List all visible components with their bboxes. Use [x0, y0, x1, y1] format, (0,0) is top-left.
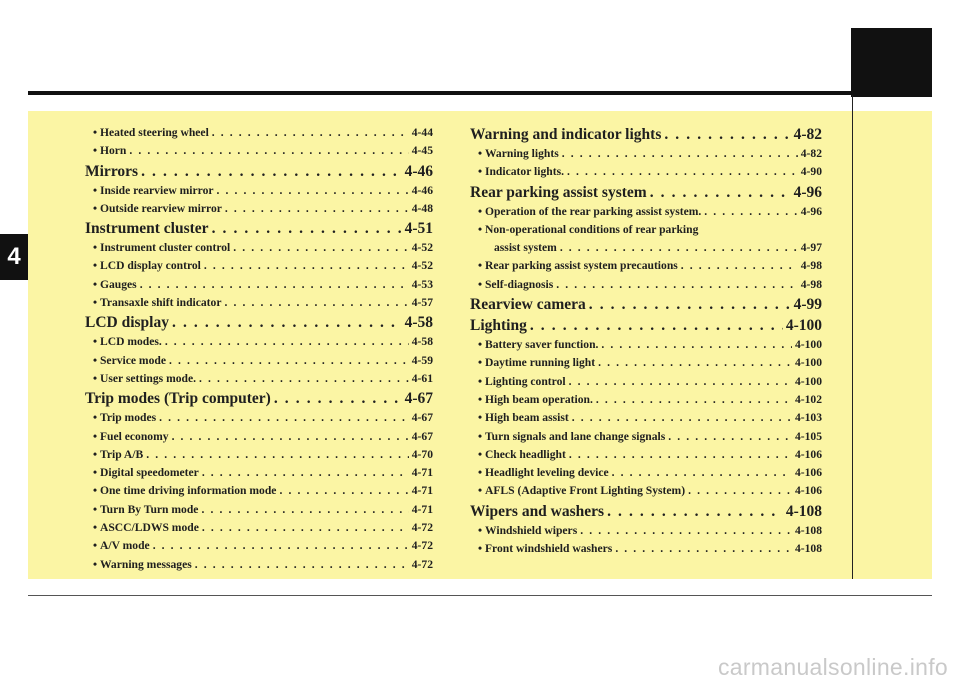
leader-dots	[225, 294, 409, 312]
toc-entry-page: 4-67	[411, 429, 433, 443]
toc-section	[470, 315, 822, 501]
toc-entry[interactable]	[85, 482, 433, 500]
toc-section	[85, 161, 433, 219]
toc-section-title[interactable]	[85, 161, 433, 182]
toc-entry-page: 4-71	[411, 466, 433, 480]
toc-entry-page: 4-48	[411, 201, 433, 215]
toc-entry-label: • Heated steering wheel	[93, 124, 209, 142]
toc-entry-page: 4-108	[794, 523, 822, 537]
toc-entry-page: 4-61	[411, 371, 433, 385]
leader-dots	[169, 352, 409, 370]
toc-entry-page: 4-71	[411, 484, 433, 498]
toc-section-title-page: 4-99	[793, 296, 822, 314]
toc-entry-page: 4-96	[800, 204, 822, 218]
toc-entry-label: • Trip modes	[93, 409, 156, 427]
leader-dots	[650, 182, 791, 203]
toc-entry[interactable]	[85, 294, 433, 312]
toc-entry-label: • High beam assist	[478, 409, 569, 427]
toc-entry-continued-page: 4-97	[800, 241, 822, 255]
toc-section-title[interactable]	[85, 312, 433, 333]
toc-entry[interactable]	[85, 409, 433, 427]
toc-entry[interactable]	[85, 446, 433, 464]
toc-section-title-label: Wipers and washers	[470, 502, 605, 520]
leader-dots	[598, 354, 792, 372]
toc-entry[interactable]	[85, 124, 433, 142]
toc-entry[interactable]	[470, 464, 822, 482]
leader-dots	[607, 501, 783, 522]
bottom-rule	[28, 595, 932, 596]
toc-entry[interactable]	[85, 537, 433, 555]
leader-dots	[172, 312, 402, 333]
toc-section-title-page: 4-51	[404, 220, 433, 238]
toc-section	[85, 124, 433, 161]
leader-dots	[159, 409, 409, 427]
toc-entry-page: 4-102	[794, 392, 822, 406]
leader-dots	[615, 540, 792, 558]
toc-entry-page: 4-108	[794, 542, 822, 556]
toc-section-title-label: Mirrors	[85, 162, 139, 180]
toc-entry[interactable]	[470, 163, 822, 181]
toc-entry-label: • LCD modes.	[93, 333, 162, 351]
leader-dots	[279, 482, 408, 500]
toc-left-column	[85, 124, 433, 574]
leader-dots	[201, 501, 408, 519]
toc-entry-label: • User settings mode.	[93, 370, 196, 388]
toc-section-title-page: 4-82	[793, 126, 822, 143]
toc-entry-label: • Front windshield washers	[478, 540, 612, 558]
toc-entry[interactable]	[85, 556, 433, 574]
toc-entry-page: 4-106	[794, 447, 822, 461]
toc-entry-page: 4-59	[411, 353, 433, 367]
toc-entry-page: 4-106	[794, 466, 822, 480]
leader-dots	[165, 333, 409, 351]
toc-entry-label: • Rear parking assist system precautions	[478, 257, 678, 275]
toc-entry-page: 4-70	[411, 447, 433, 461]
toc-entry-label: • Headlight leveling device	[478, 464, 609, 482]
toc-entry[interactable]	[85, 257, 433, 275]
toc-section-title-label: LCD display	[85, 314, 169, 332]
toc-section-title[interactable]	[470, 124, 822, 145]
toc-entry-label: • A/V mode	[93, 537, 150, 555]
toc-entry-label: • Daytime running light	[478, 354, 595, 372]
leader-dots	[217, 182, 409, 200]
leader-dots	[572, 409, 792, 427]
toc-section-title-label: Rear parking assist system	[470, 183, 647, 201]
toc-entry-page: 4-44	[411, 126, 433, 139]
leader-dots	[704, 203, 797, 221]
toc-section-title[interactable]	[85, 218, 433, 239]
toc-entry[interactable]	[85, 239, 433, 257]
toc-entry-label: • Windshield wipers	[478, 522, 577, 540]
toc-entry[interactable]	[470, 373, 822, 391]
toc-entry-label: • Digital speedometer	[93, 464, 199, 482]
toc-entry[interactable]	[85, 333, 433, 351]
toc-entry-label: • Gauges	[93, 276, 137, 294]
toc-entry[interactable]: • Non-operational conditions of rear parking	[470, 221, 822, 239]
toc-entry-label: • One time driving information mode	[93, 482, 276, 500]
toc-entry-page: 4-106	[794, 484, 822, 498]
toc-entry-label: • Transaxle shift indicator	[93, 294, 222, 312]
toc-section	[470, 124, 822, 182]
toc-entry-label: • Horn	[93, 142, 126, 160]
toc-entry-page: 4-52	[411, 241, 433, 255]
leader-dots	[596, 391, 792, 409]
leader-dots	[233, 239, 408, 257]
toc-entry[interactable]	[85, 428, 433, 446]
toc-entry-page: 4-46	[411, 183, 433, 197]
sidebar-divider	[852, 95, 853, 579]
leader-dots	[556, 276, 797, 294]
chapter-number-tab: 4	[0, 234, 28, 280]
toc-section-title[interactable]	[470, 294, 822, 315]
leader-dots	[274, 388, 402, 409]
leader-dots	[569, 446, 792, 464]
toc-section-title[interactable]	[470, 182, 822, 203]
toc-entry[interactable]	[470, 145, 822, 163]
toc-section-title[interactable]	[470, 501, 822, 522]
toc-entry[interactable]	[85, 352, 433, 370]
toc-entry-label: • Warning lights	[478, 145, 559, 163]
toc-section-title-label: Instrument cluster	[85, 220, 209, 238]
toc-entry-page: 4-98	[800, 259, 822, 273]
leader-dots	[212, 218, 402, 239]
toc-right-column	[470, 124, 822, 558]
toc-entry[interactable]	[470, 203, 822, 221]
toc-section-title-page: 4-46	[404, 162, 433, 180]
toc-section	[85, 388, 433, 574]
toc-entry[interactable]	[85, 182, 433, 200]
leader-dots	[141, 161, 402, 182]
toc-section-title-page: 4-96	[793, 183, 822, 201]
toc-entry[interactable]	[85, 142, 433, 160]
leader-dots	[195, 556, 409, 574]
toc-entry[interactable]	[470, 391, 822, 409]
toc-entry-label: • ASCC/LDWS mode	[93, 519, 199, 537]
toc-entry[interactable]	[85, 370, 433, 388]
toc-entry-page: 4-72	[411, 539, 433, 553]
toc-entry-label: • Service mode	[93, 352, 166, 370]
leader-dots	[688, 482, 792, 500]
toc-entry-page: 4-58	[411, 335, 433, 349]
toc-entry-page: 4-52	[411, 259, 433, 273]
toc-entry[interactable]	[85, 501, 433, 519]
toc-entry-page: 4-72	[411, 521, 433, 535]
leader-dots	[153, 537, 409, 555]
toc-entry[interactable]	[470, 482, 822, 500]
toc-entry[interactable]	[470, 522, 822, 540]
toc-entry-page: 4-103	[794, 411, 822, 425]
leader-dots	[569, 373, 792, 391]
leader-dots	[580, 522, 792, 540]
toc-entry-label: • Instrument cluster control	[93, 239, 230, 257]
toc-entry-label: • Battery saver function.	[478, 336, 598, 354]
toc-entry-label: • Fuel economy	[93, 428, 169, 446]
toc-entry-page: 4-71	[411, 502, 433, 516]
leader-dots	[202, 519, 409, 537]
leader-dots	[140, 276, 409, 294]
toc-entry[interactable]	[470, 428, 822, 446]
toc-entry-continued[interactable]	[470, 239, 822, 257]
leader-dots	[601, 336, 792, 354]
leader-dots	[560, 239, 798, 257]
leader-dots	[681, 257, 798, 275]
chapter-header-tab	[851, 28, 932, 97]
toc-entry-label: • Inside rearview mirror	[93, 182, 214, 200]
toc-entry-label: • Check headlight	[478, 446, 566, 464]
toc-section-title-page: 4-58	[404, 314, 433, 332]
toc-entry[interactable]	[470, 336, 822, 354]
leader-dots	[562, 145, 798, 163]
leader-dots	[199, 370, 409, 388]
toc-section-title-page: 4-67	[404, 390, 433, 408]
leader-dots	[172, 428, 409, 446]
toc-section	[85, 218, 433, 312]
toc-entry-label: • Indicator lights.	[478, 163, 564, 181]
toc-entry-label: • LCD display control	[93, 257, 201, 275]
leader-dots	[612, 464, 792, 482]
toc-entry[interactable]	[470, 540, 822, 558]
toc-entry[interactable]	[85, 519, 433, 537]
leader-dots	[668, 428, 792, 446]
toc-entry[interactable]	[85, 276, 433, 294]
toc-section-title-label: Lighting	[470, 317, 527, 335]
toc-section-title-label: Warning and indicator lights	[470, 126, 662, 143]
toc-section-title-page: 4-108	[785, 502, 822, 520]
toc-entry[interactable]	[470, 276, 822, 294]
toc-section-title-label: Trip modes (Trip computer)	[85, 390, 271, 408]
toc-section-title[interactable]	[470, 315, 822, 336]
toc-section	[85, 312, 433, 388]
toc-entry-page: 4-100	[794, 374, 822, 388]
toc-entry[interactable]	[470, 257, 822, 275]
leader-dots	[204, 257, 409, 275]
toc-section-title-page: 4-100	[785, 317, 822, 335]
leader-dots	[146, 446, 408, 464]
toc-entry-label: • Turn signals and lane change signals	[478, 428, 665, 446]
toc-section	[470, 182, 822, 294]
toc-section-title[interactable]	[85, 388, 433, 409]
toc-entry-label: • Turn By Turn mode	[93, 501, 198, 519]
toc-section-title-label: Rearview camera	[470, 296, 586, 314]
toc-entry-label: • Lighting control	[478, 373, 566, 391]
toc-entry[interactable]	[470, 409, 822, 427]
toc-entry[interactable]	[85, 200, 433, 218]
toc-entry-continued-label: assist system	[494, 241, 557, 255]
toc-entry-label: • Self-diagnosis	[478, 276, 553, 294]
top-rule	[28, 91, 932, 95]
toc-entry-label: • AFLS (Adaptive Front Lighting System)	[478, 482, 685, 500]
toc-entry-label: • Warning messages	[93, 556, 192, 574]
toc-entry-page: 4-67	[411, 411, 433, 425]
toc-entry-page: 4-72	[411, 557, 433, 571]
toc-entry-label: • Outside rearview mirror	[93, 200, 222, 218]
leader-dots	[530, 315, 783, 336]
leader-dots	[664, 124, 790, 145]
leader-dots	[212, 124, 409, 142]
leader-dots	[202, 464, 409, 482]
leader-dots	[225, 200, 409, 218]
toc-entry-page: 4-82	[800, 147, 822, 160]
toc-entry-page: 4-105	[794, 429, 822, 443]
toc-entry-page: 4-98	[800, 277, 822, 291]
toc-entry-page: 4-100	[794, 356, 822, 370]
toc-entry-label: • Trip A/B	[93, 446, 143, 464]
toc-entry-page: 4-90	[800, 165, 822, 179]
toc-entry-page: 4-100	[794, 338, 822, 352]
toc-section	[470, 501, 822, 559]
toc-entry-page: 4-53	[411, 277, 433, 291]
toc-entry[interactable]	[85, 464, 433, 482]
leader-dots	[567, 163, 798, 181]
toc-entry-label: • High beam operation.	[478, 391, 593, 409]
toc-entry[interactable]	[470, 354, 822, 372]
leader-dots	[589, 294, 791, 315]
watermark: carmanualsonline.info	[717, 654, 948, 680]
toc-entry-page: 4-57	[411, 296, 433, 310]
toc-entry-page: 4-45	[411, 144, 433, 158]
toc-entry[interactable]	[470, 446, 822, 464]
toc-entry-label: • Operation of the rear parking assist system.	[478, 203, 701, 221]
toc-section	[470, 294, 822, 315]
leader-dots	[129, 142, 408, 160]
